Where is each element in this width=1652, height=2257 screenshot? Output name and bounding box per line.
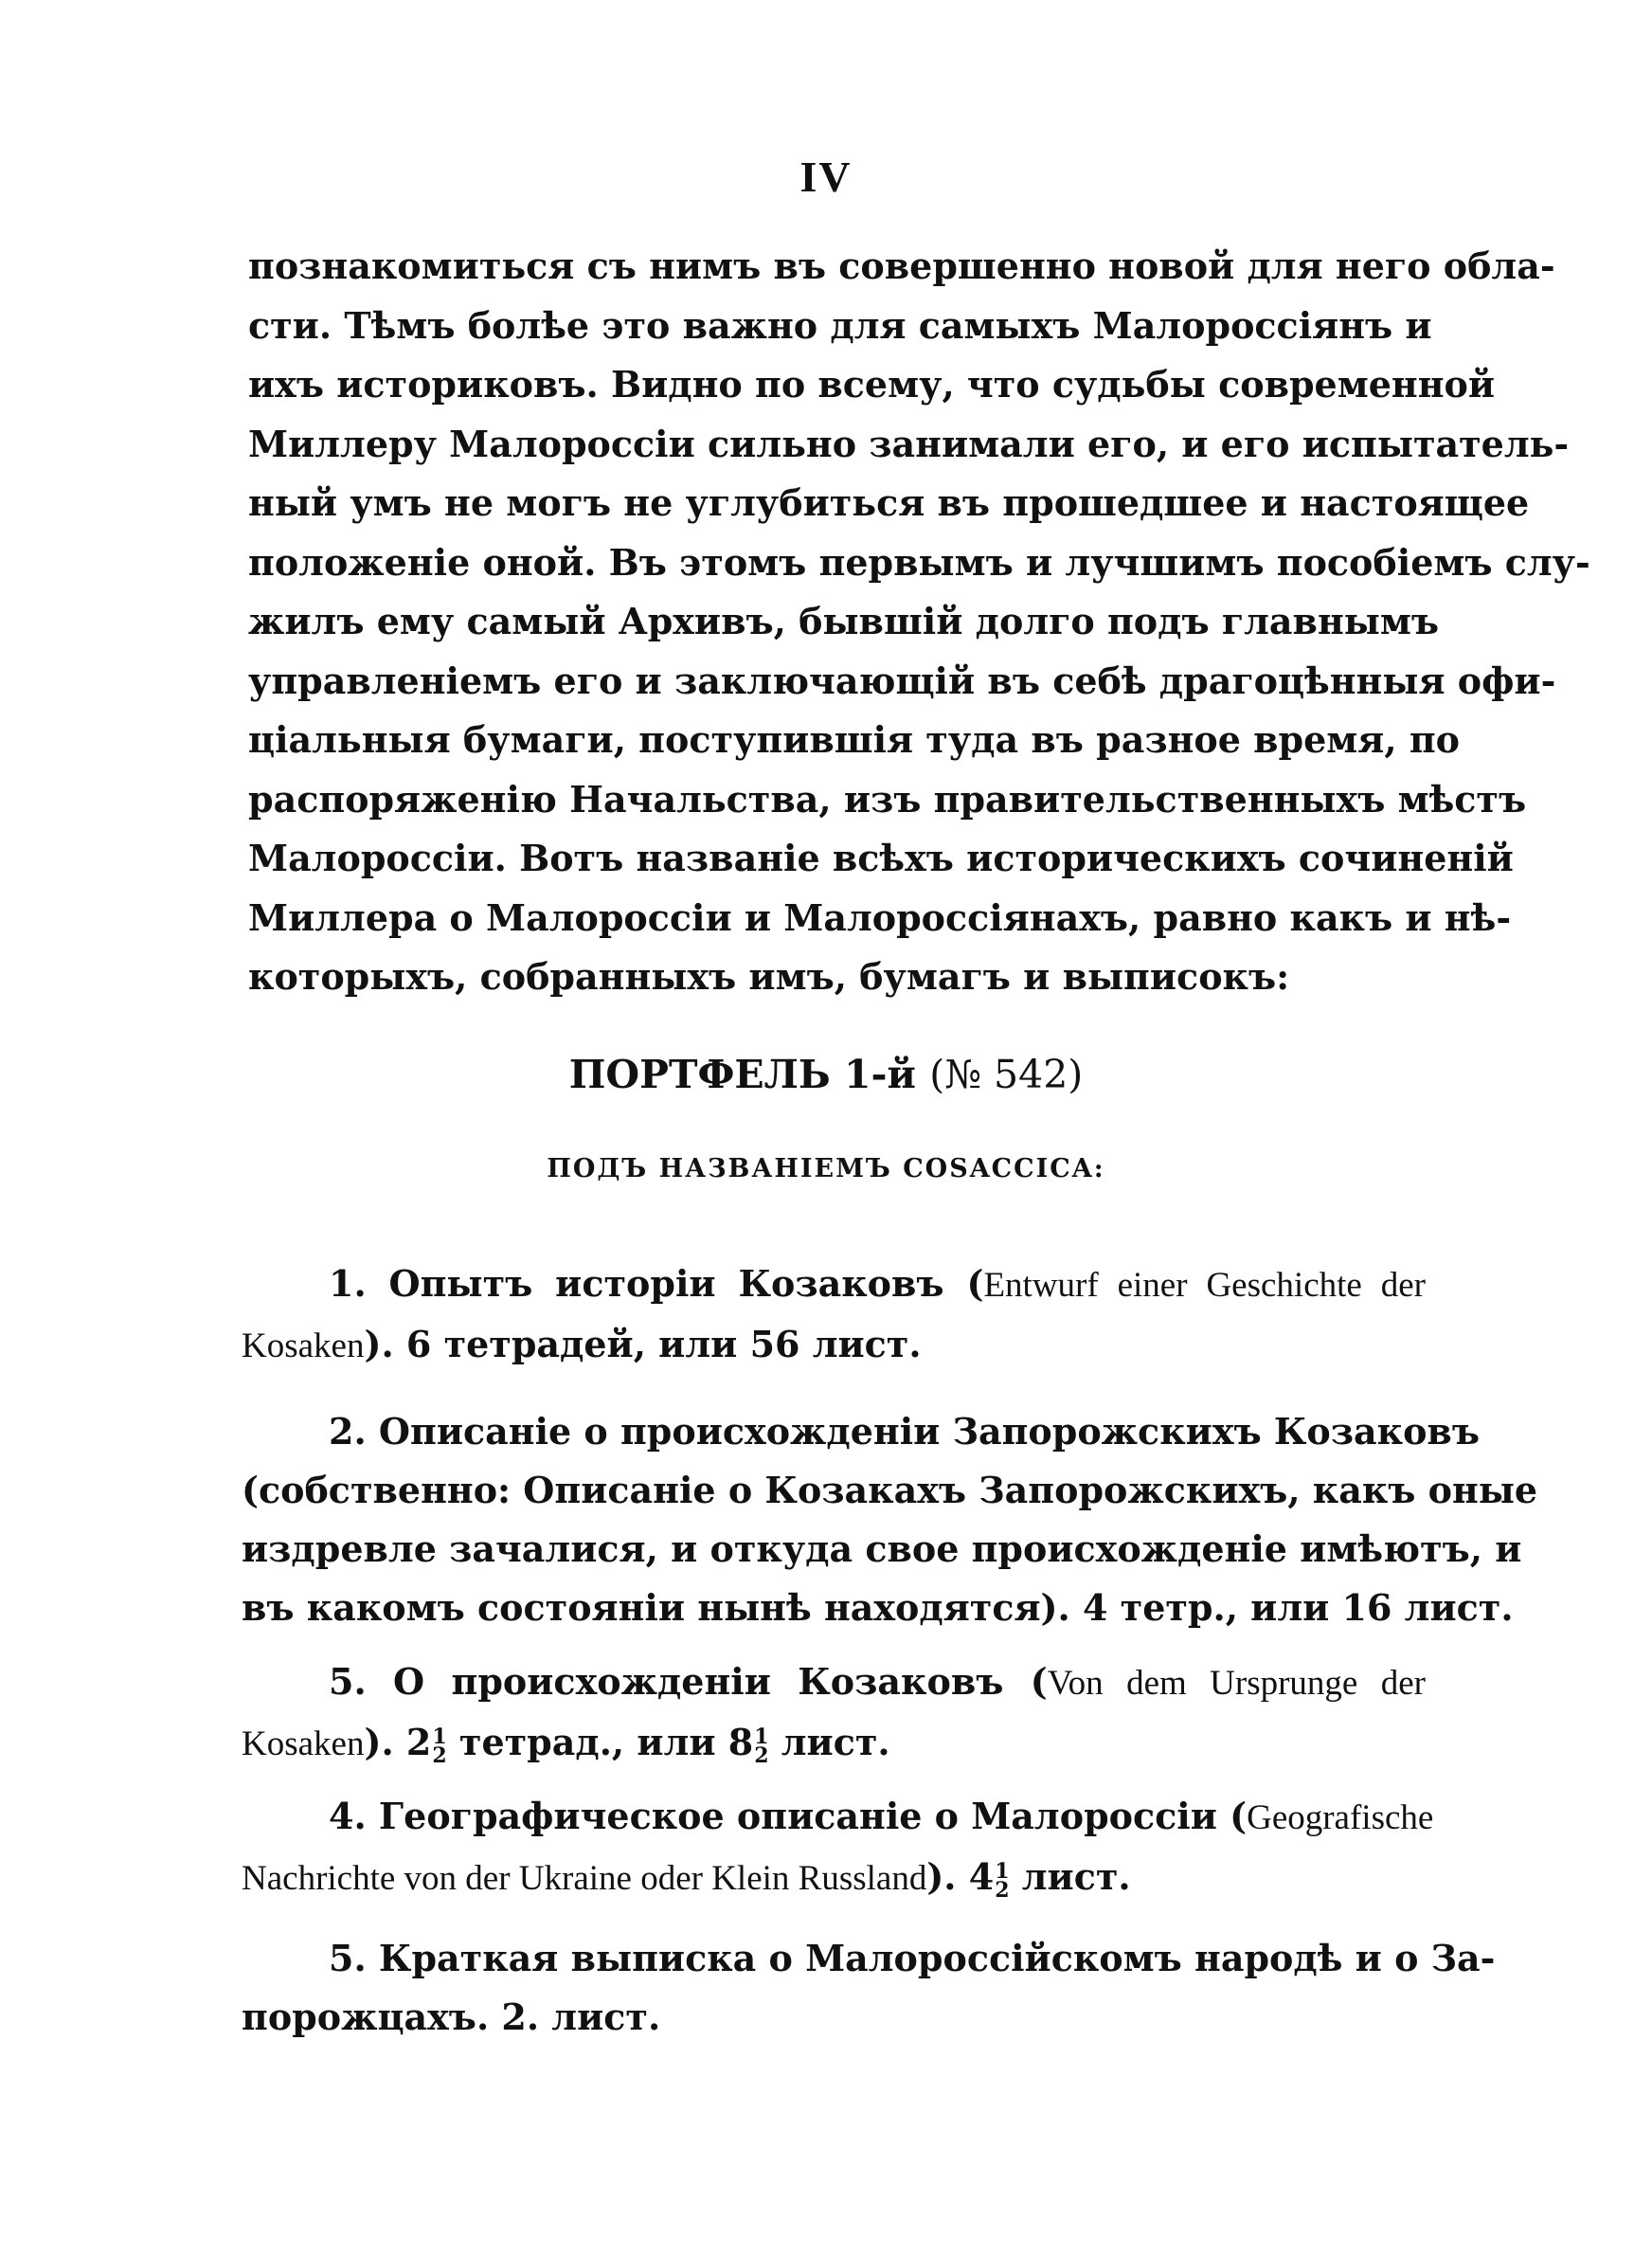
text-line: жилъ ему самый Архивъ, бывшій долго подъ главнымъ — [248, 600, 1440, 642]
latin-title: Nachrichte von der Ukraine oder Klein Russland — [242, 1859, 927, 1898]
text-line: познакомиться съ нимъ въ совершенно новой для него обла- — [248, 244, 1555, 287]
text-line: положеніе оной. Въ этомъ первымъ и лучшимъ пособіемъ слу- — [248, 540, 1590, 584]
text-line: Миллера о Малороссіи и Малороссіянахъ, равно какъ и нѣ- — [248, 895, 1512, 939]
list-item — [242, 1402, 1538, 1637]
text-line: Малороссіи. Вотъ названіе всѣхъ историческихъ сочиненій — [248, 837, 1514, 879]
portfolio-subheading: ПОДЪ НАЗВАНІЕМЪ COSACCICA: — [547, 1154, 1105, 1183]
fraction: 1 2 — [432, 1724, 447, 1768]
page-number: IV — [799, 153, 853, 201]
text-line: ихъ историковъ. Видно по всему, что судьбы современной — [248, 363, 1496, 406]
fraction: 1 2 — [754, 1724, 769, 1768]
list-item — [242, 1929, 1496, 2047]
portfolio-title: ПОРТФЕЛЬ 1-й — [568, 1052, 916, 1097]
list-item — [242, 1255, 1426, 1376]
latin-title: Kosaken — [242, 1327, 365, 1365]
latin-title: Entwurf einer Geschichte der — [983, 1266, 1426, 1305]
text-line: распоряженію Начальства, изъ правительственныхъ мѣстъ — [248, 777, 1527, 821]
item-line: издревле зачалися, и откуда свое происхожденіе имѣютъ, и — [242, 1527, 1522, 1570]
body-paragraph — [248, 237, 1590, 1007]
latin-title: Von dem Ursprunge der — [1047, 1664, 1426, 1703]
text-line: ціальныя бумаги, поступившія туда въ разное время, по — [248, 718, 1460, 761]
latin-title: Geografische — [1247, 1798, 1434, 1837]
item-line: (собственно: Описаніе о Козакахъ Запорожскихъ, какъ оные — [242, 1469, 1538, 1511]
list-item — [242, 1787, 1434, 1908]
item-line: 1. Опытъ исторіи Козаковъ (Entwurf einer Geschichte der — [329, 1262, 1426, 1305]
text-line: ный умъ не могъ не углубиться въ прошедшее и настоящее — [248, 481, 1530, 524]
text-line: которыхъ, собранныхъ имъ, бумагъ и выписокъ: — [248, 955, 1290, 998]
fraction: 1 2 — [995, 1858, 1010, 1903]
item-line: 4. Географическое описаніе о Малороссіи (Geografische — [329, 1795, 1434, 1837]
item-line: Kosaken). 6 тетрадей, или 56 лист. — [242, 1323, 922, 1365]
item-line: въ какомъ состояніи нынѣ находятся). 4 тетр., или 16 лист. — [242, 1586, 1514, 1629]
item-line: Kosaken). 2 1 2 тетрад., или 8 1 2 лист. — [242, 1721, 890, 1768]
text-line: Миллеру Малороссіи сильно занимали его, и его испытатель- — [248, 422, 1570, 465]
portfolio-number: (№ 542) — [929, 1052, 1084, 1097]
text-line: управленіемъ его и заключающій въ себѣ драгоцѣнныя офи- — [248, 659, 1556, 702]
list-item — [242, 1652, 1426, 1774]
portfolio-heading — [0, 1052, 1652, 1097]
latin-title: Kosaken — [242, 1724, 365, 1763]
item-line: Nachrichte von der Ukraine oder Klein Russland). 4 1 2 лист. — [242, 1855, 1131, 1903]
text-line: сти. Тѣмъ болѣе это важно для самыхъ Малороссіянъ и — [248, 303, 1432, 347]
item-line: порожцахъ. 2. лист. — [242, 1995, 661, 2038]
item-line: 5. Краткая выписка о Малороссійскомъ народѣ и о За- — [329, 1937, 1496, 1979]
item-line: 2. Описаніе о происхожденіи Запорожскихъ Козаковъ — [329, 1410, 1480, 1453]
item-line: 5. О происхожденіи Козаковъ (Von dem Ursprunge der — [329, 1660, 1426, 1703]
